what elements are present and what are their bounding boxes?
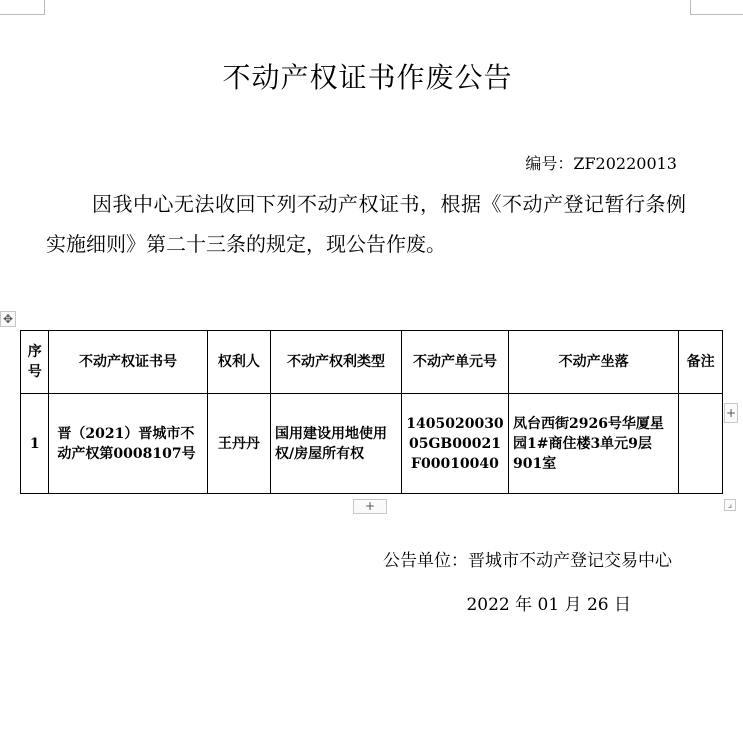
add-row-button[interactable]: + [353,499,387,514]
table-header-row [21,331,723,394]
table-row [21,394,723,494]
table-move-handle-icon[interactable]: ✥ [0,311,16,327]
header-note: 备注 [679,331,723,394]
cell-note [679,394,723,494]
document-number: 编号：ZF20220013 [525,154,677,173]
page-corner-mark-left [0,0,45,15]
add-column-button[interactable]: + [724,403,738,423]
announcement-body: 因我中心无法收回下列不动产权证书，根据《不动产登记暂行条例实施细则》第二十三条的规定，现公告作废。 [46,192,686,256]
cell-holder: 王丹丹 [207,394,270,494]
page-corner-mark-right [690,0,743,15]
header-location: 不动产坐落 [508,331,678,394]
header-holder: 权利人 [207,331,270,394]
issuing-unit: 公告单位：晋城市不动产登记交易中心 [383,551,672,571]
header-unit-number: 不动产单元号 [401,331,508,394]
issue-date: 2022 年 01 月 26 日 [466,595,631,615]
header-right-type: 不动产权利类型 [270,331,401,394]
certificate-table [20,330,723,494]
cell-cert-number: 晋（2021）晋城市不动产权第0008107号 [49,394,207,494]
cell-location: 凤台西街2926号华厦星园1#商住楼3单元9层901室 [508,394,678,494]
table-resize-handle-icon[interactable]: ⌟ [724,499,736,511]
cell-right-type: 国用建设用地使用权/房屋所有权 [270,394,401,494]
header-seq: 序号 [21,331,49,394]
document-title: 不动产权证书作废公告 [222,61,513,94]
cell-unit-number: 140502003005GB00021F00010040 [401,394,508,494]
header-cert-number: 不动产权证书号 [49,331,207,394]
cell-seq: 1 [21,394,49,494]
